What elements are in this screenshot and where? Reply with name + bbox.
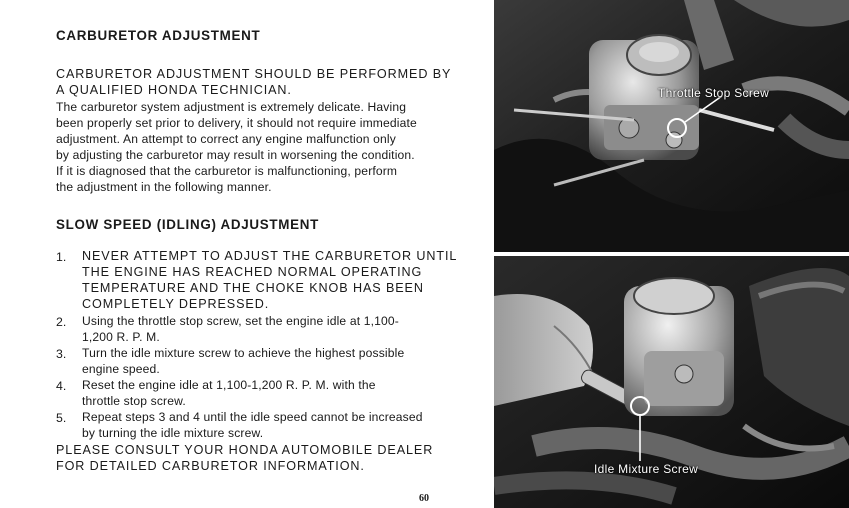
page-number: 60 bbox=[419, 493, 429, 504]
paragraph-line: The carburetor system adjustment is extremely delicate. Having bbox=[56, 100, 407, 114]
step-line: Repeat steps 3 and 4 until the idle speed cannot be increased bbox=[82, 410, 423, 424]
photo-idle-mixture-screw bbox=[494, 256, 849, 508]
step-line: engine speed. bbox=[82, 362, 160, 376]
paragraph-line: been properly set prior to delivery, it should not require immediate bbox=[56, 116, 417, 130]
step-number: 4. bbox=[56, 379, 67, 393]
heading-slow-speed-adjustment: SLOW SPEED (IDLING) ADJUSTMENT bbox=[56, 217, 320, 232]
step-line: by turning the idle mixture screw. bbox=[82, 426, 264, 440]
step-line: THE ENGINE HAS REACHED NORMAL OPERATING bbox=[82, 265, 423, 279]
consult-line-2: FOR DETAILED CARBURETOR INFORMATION. bbox=[56, 459, 365, 473]
step-line: Turn the idle mixture screw to achieve the highest possible bbox=[82, 346, 405, 360]
step-line: 1,200 R. P. M. bbox=[82, 330, 160, 344]
step-line: throttle stop screw. bbox=[82, 394, 186, 408]
step-number: 5. bbox=[56, 411, 67, 425]
step-line: Reset the engine idle at 1,100-1,200 R. P. M. with the bbox=[82, 378, 376, 392]
paragraph-line: If it is diagnosed that the carburetor is malfunctioning, perform bbox=[56, 164, 398, 178]
step-line: TEMPERATURE AND THE CHOKE KNOB HAS BEEN bbox=[82, 281, 424, 295]
photo-throttle-stop-screw bbox=[494, 0, 849, 252]
warning-line-1: CARBURETOR ADJUSTMENT SHOULD BE PERFORMED BY bbox=[56, 67, 452, 81]
paragraph-line: the adjustment in the following manner. bbox=[56, 180, 272, 194]
paragraph-line: by adjusting the carburetor may result in worsening the condition. bbox=[56, 148, 415, 162]
warning-line-2: A QUALIFIED HONDA TECHNICIAN. bbox=[56, 83, 292, 97]
step-line: Using the throttle stop screw, set the engine idle at 1,100- bbox=[82, 314, 399, 328]
step-number: 2. bbox=[56, 315, 67, 329]
heading-carburetor-adjustment: CARBURETOR ADJUSTMENT bbox=[56, 28, 261, 43]
engine-photo-top bbox=[494, 0, 849, 252]
step-number: 3. bbox=[56, 347, 67, 361]
step-number: 1. bbox=[56, 250, 67, 264]
step-line: NEVER ATTEMPT TO ADJUST THE CARBURETOR UNTIL bbox=[82, 249, 458, 263]
idle-mixture-screw-label: Idle Mixture Screw bbox=[594, 462, 699, 476]
paragraph-line: adjustment. An attempt to correct any engine malfunction only bbox=[56, 132, 396, 146]
step-line: COMPLETELY DEPRESSED. bbox=[82, 297, 270, 311]
throttle-stop-screw-label: Throttle Stop Screw bbox=[658, 86, 770, 100]
consult-line-1: PLEASE CONSULT YOUR HONDA AUTOMOBILE DEALER bbox=[56, 443, 434, 457]
